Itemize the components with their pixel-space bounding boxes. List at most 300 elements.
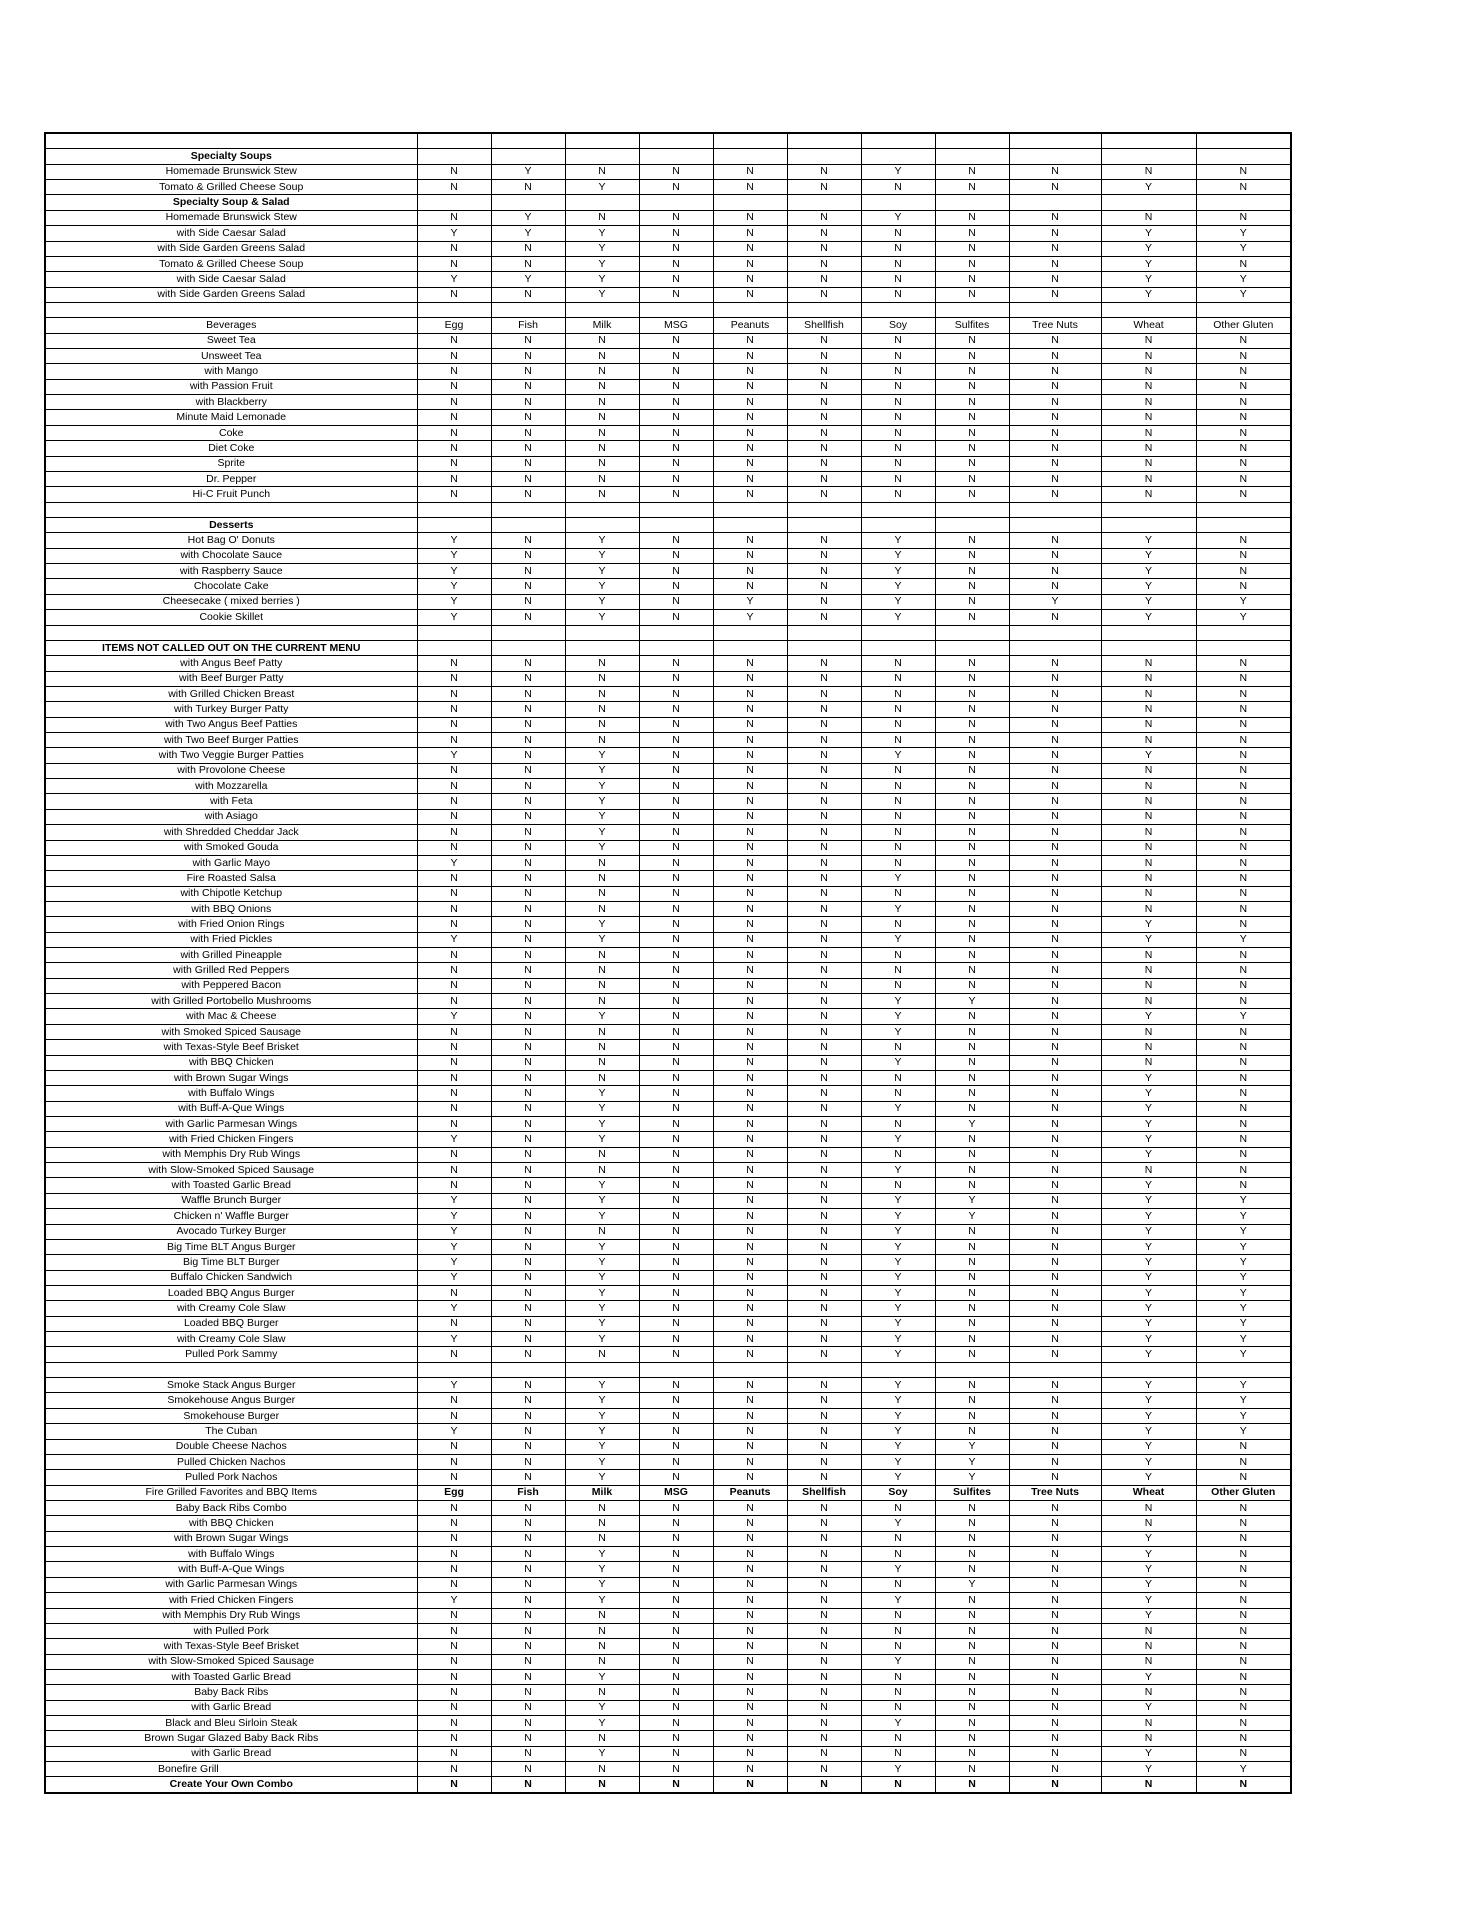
blank-row xyxy=(45,133,1291,149)
allergen-flag: N xyxy=(1101,395,1196,410)
table-row xyxy=(45,825,1291,840)
allergen-flag: N xyxy=(787,1270,861,1285)
allergen-flag: N xyxy=(935,487,1009,502)
allergen-flag: N xyxy=(565,1163,639,1178)
allergen-flag: N xyxy=(417,256,491,271)
allergen-flag: N xyxy=(935,917,1009,932)
allergen-flag: N xyxy=(1101,333,1196,348)
allergen-flag: N xyxy=(639,1393,713,1408)
item-name: with Raspberry Sauce xyxy=(45,564,417,579)
allergen-flag: N xyxy=(861,733,935,748)
allergen-flag: N xyxy=(787,1654,861,1669)
item-name: Loaded BBQ Angus Burger xyxy=(45,1285,417,1300)
allergen-flag: N xyxy=(639,1285,713,1300)
allergen-flag: N xyxy=(861,779,935,794)
allergen-flag xyxy=(787,625,861,640)
allergen-flag: N xyxy=(491,1147,565,1162)
allergen-flag: N xyxy=(491,1608,565,1623)
allergen-flag: N xyxy=(417,441,491,456)
allergen-flag: N xyxy=(787,579,861,594)
allergen-flag: Y xyxy=(861,1378,935,1393)
allergen-flag: N xyxy=(1009,1685,1101,1700)
allergen-flag: N xyxy=(565,1224,639,1239)
allergen-flag: N xyxy=(1101,1639,1196,1654)
allergen-flag: Y xyxy=(861,932,935,947)
allergen-flag: N xyxy=(935,656,1009,671)
allergen-flag: N xyxy=(1101,948,1196,963)
allergen-flag: Y xyxy=(935,1193,1009,1208)
column-header: Fish xyxy=(491,318,565,333)
allergen-flag: Y xyxy=(935,1454,1009,1469)
allergen-flag: N xyxy=(935,241,1009,256)
allergen-flag: N xyxy=(713,487,787,502)
allergen-flag: Y xyxy=(861,1516,935,1531)
table-row xyxy=(45,1608,1291,1623)
allergen-flag: N xyxy=(1101,1163,1196,1178)
allergen-flag: N xyxy=(713,395,787,410)
allergen-flag: Y xyxy=(565,180,639,195)
allergen-flag: N xyxy=(861,1746,935,1761)
allergen-flag: N xyxy=(1196,1101,1291,1116)
allergen-flag: N xyxy=(491,1547,565,1562)
allergen-flag: N xyxy=(639,533,713,548)
allergen-flag: N xyxy=(787,763,861,778)
allergen-flag: N xyxy=(935,1424,1009,1439)
allergen-flag: N xyxy=(1196,533,1291,548)
allergen-flag: N xyxy=(491,1531,565,1546)
allergen-flag: N xyxy=(417,410,491,425)
allergen-flag: N xyxy=(1101,963,1196,978)
allergen-flag: Y xyxy=(861,1424,935,1439)
allergen-flag xyxy=(713,502,787,517)
allergen-flag: Y xyxy=(565,1393,639,1408)
item-name: Bonefire Grill xyxy=(45,1762,417,1777)
allergen-flag xyxy=(861,195,935,210)
allergen-flag: N xyxy=(1196,1531,1291,1546)
allergen-flag: N xyxy=(417,1547,491,1562)
allergen-flag: N xyxy=(935,978,1009,993)
allergen-flag: N xyxy=(935,533,1009,548)
allergen-flag: N xyxy=(639,471,713,486)
allergen-flag: N xyxy=(639,1224,713,1239)
allergen-flag xyxy=(1196,302,1291,317)
allergen-flag: Y xyxy=(861,1270,935,1285)
allergen-flag: N xyxy=(491,1163,565,1178)
table-row xyxy=(45,1132,1291,1147)
allergen-flag: N xyxy=(713,1608,787,1623)
allergen-flag: N xyxy=(787,164,861,179)
allergen-flag: N xyxy=(417,1639,491,1654)
allergen-flag: N xyxy=(713,1178,787,1193)
allergen-flag: N xyxy=(1196,917,1291,932)
blank-row xyxy=(45,502,1291,517)
allergen-flag: N xyxy=(1009,256,1101,271)
column-header: Peanuts xyxy=(713,1485,787,1500)
allergen-flag: N xyxy=(417,210,491,225)
allergen-flag: N xyxy=(861,1639,935,1654)
allergen-flag xyxy=(1009,625,1101,640)
item-name: Sweet Tea xyxy=(45,333,417,348)
table-row xyxy=(45,256,1291,271)
allergen-flag: N xyxy=(565,441,639,456)
column-header: Other Gluten xyxy=(1196,318,1291,333)
allergen-flag: N xyxy=(491,1685,565,1700)
allergen-flag: N xyxy=(861,686,935,701)
item-name: with Smoked Gouda xyxy=(45,840,417,855)
allergen-flag: N xyxy=(491,1454,565,1469)
allergen-flag: N xyxy=(1009,1408,1101,1423)
table-row xyxy=(45,1117,1291,1132)
allergen-flag xyxy=(639,1362,713,1377)
allergen-flag: N xyxy=(861,1777,935,1793)
allergen-flag: N xyxy=(1101,809,1196,824)
allergen-flag: N xyxy=(639,180,713,195)
item-name: Minute Maid Lemonade xyxy=(45,410,417,425)
item-name: Specialty Soups xyxy=(45,149,417,164)
allergen-flag: N xyxy=(639,610,713,625)
item-name: with Slow-Smoked Spiced Sausage xyxy=(45,1654,417,1669)
allergen-flag: Y xyxy=(565,1716,639,1731)
allergen-flag: N xyxy=(1196,256,1291,271)
allergen-flag: N xyxy=(565,855,639,870)
allergen-flag: N xyxy=(639,395,713,410)
table-row xyxy=(45,1378,1291,1393)
allergen-flag: N xyxy=(491,1070,565,1085)
allergen-flag: N xyxy=(1101,1040,1196,1055)
allergen-flag: N xyxy=(1009,1209,1101,1224)
allergen-flag xyxy=(491,149,565,164)
table-row xyxy=(45,1547,1291,1562)
allergen-flag: Y xyxy=(565,1746,639,1761)
allergen-flag: N xyxy=(861,349,935,364)
allergen-flag: N xyxy=(713,1101,787,1116)
allergen-flag: N xyxy=(713,1531,787,1546)
table-row xyxy=(45,1224,1291,1239)
allergen-flag: N xyxy=(713,579,787,594)
table-row xyxy=(45,1685,1291,1700)
allergen-flag: Y xyxy=(1196,1255,1291,1270)
allergen-flag: N xyxy=(1101,656,1196,671)
allergen-flag: N xyxy=(935,287,1009,302)
allergen-flag: Y xyxy=(565,1577,639,1592)
allergen-flag: N xyxy=(417,1147,491,1162)
allergen-flag: N xyxy=(713,272,787,287)
allergen-flag: N xyxy=(1196,1178,1291,1193)
item-name: Cookie Skillet xyxy=(45,610,417,625)
allergen-flag: N xyxy=(565,164,639,179)
allergen-flag: Y xyxy=(935,1470,1009,1485)
allergen-flag: N xyxy=(713,164,787,179)
allergen-flag: N xyxy=(713,809,787,824)
table-row xyxy=(45,610,1291,625)
allergen-flag: N xyxy=(787,794,861,809)
allergen-flag: N xyxy=(861,717,935,732)
allergen-flag: N xyxy=(491,287,565,302)
allergen-flag: N xyxy=(491,1055,565,1070)
allergen-flag: Y xyxy=(1196,1239,1291,1254)
allergen-flag: N xyxy=(491,1716,565,1731)
allergen-flag: Y xyxy=(1009,594,1101,609)
allergen-flag: Y xyxy=(1101,1332,1196,1347)
table-row xyxy=(45,948,1291,963)
allergen-flag xyxy=(935,517,1009,532)
allergen-flag: Y xyxy=(1101,241,1196,256)
allergen-flag: N xyxy=(713,948,787,963)
allergen-flag: N xyxy=(787,901,861,916)
allergen-flag: N xyxy=(787,702,861,717)
allergen-flag: N xyxy=(491,671,565,686)
allergen-flag xyxy=(417,517,491,532)
allergen-flag: N xyxy=(713,1086,787,1101)
allergen-flag: Y xyxy=(417,272,491,287)
allergen-flag: N xyxy=(639,779,713,794)
allergen-flag: N xyxy=(1009,1332,1101,1347)
allergen-flag: N xyxy=(417,1531,491,1546)
allergen-flag: Y xyxy=(1101,272,1196,287)
table-row xyxy=(45,379,1291,394)
allergen-flag: N xyxy=(1009,1024,1101,1039)
allergen-flag: Y xyxy=(417,594,491,609)
allergen-flag: N xyxy=(1009,1470,1101,1485)
allergen-flag: Y xyxy=(861,579,935,594)
allergen-flag: N xyxy=(787,610,861,625)
allergen-flag: N xyxy=(935,794,1009,809)
allergen-flag: N xyxy=(417,425,491,440)
item-name xyxy=(45,625,417,640)
allergen-flag: N xyxy=(1196,164,1291,179)
item-name: with Garlic Bread xyxy=(45,1700,417,1715)
allergen-flag: N xyxy=(491,1777,565,1793)
table-row xyxy=(45,963,1291,978)
allergen-flag: N xyxy=(787,1439,861,1454)
allergen-flag: N xyxy=(417,1777,491,1793)
allergen-flag: N xyxy=(639,164,713,179)
allergen-flag: N xyxy=(565,425,639,440)
allergen-flag: N xyxy=(1009,287,1101,302)
table-row xyxy=(45,1731,1291,1746)
allergen-flag: N xyxy=(417,871,491,886)
allergen-flag: Y xyxy=(565,1178,639,1193)
allergen-flag: N xyxy=(861,1731,935,1746)
allergen-flag: N xyxy=(1101,855,1196,870)
item-name: Smoke Stack Angus Burger xyxy=(45,1378,417,1393)
allergen-flag: N xyxy=(1101,441,1196,456)
allergen-flag: N xyxy=(1101,994,1196,1009)
allergen-flag xyxy=(861,302,935,317)
allergen-flag: N xyxy=(639,1762,713,1777)
table-row xyxy=(45,917,1291,932)
allergen-flag: Y xyxy=(861,1163,935,1178)
section-header-row xyxy=(45,149,1291,164)
allergen-flag: N xyxy=(861,456,935,471)
allergen-flag xyxy=(1009,502,1101,517)
allergen-flag: N xyxy=(1196,1623,1291,1638)
allergen-flag: N xyxy=(1196,1562,1291,1577)
allergen-flag: N xyxy=(1009,1516,1101,1531)
allergen-flag xyxy=(1196,625,1291,640)
table-row xyxy=(45,686,1291,701)
allergen-flag: N xyxy=(1101,825,1196,840)
allergen-flag: Y xyxy=(1101,1178,1196,1193)
allergen-flag: N xyxy=(935,349,1009,364)
allergen-flag: N xyxy=(565,1500,639,1515)
allergen-flag: N xyxy=(713,1285,787,1300)
allergen-flag: N xyxy=(787,748,861,763)
item-name: with Texas-Style Beef Brisket xyxy=(45,1040,417,1055)
allergen-flag: N xyxy=(1009,825,1101,840)
allergen-flag xyxy=(491,133,565,149)
item-name: Sprite xyxy=(45,456,417,471)
item-name: Pulled Chicken Nachos xyxy=(45,1454,417,1469)
allergen-flag: N xyxy=(935,1731,1009,1746)
allergen-flag: N xyxy=(1009,1132,1101,1147)
allergen-flag: Y xyxy=(1101,610,1196,625)
allergen-flag: N xyxy=(1101,210,1196,225)
allergen-flag: Y xyxy=(1196,1762,1291,1777)
allergen-flag: Y xyxy=(1101,564,1196,579)
table-row xyxy=(45,1347,1291,1362)
allergen-flag: N xyxy=(417,1669,491,1684)
allergen-flag: Y xyxy=(1101,1531,1196,1546)
allergen-flag: Y xyxy=(861,1024,935,1039)
allergen-flag: N xyxy=(787,1255,861,1270)
item-name: with Beef Burger Patty xyxy=(45,671,417,686)
allergen-flag: N xyxy=(935,1270,1009,1285)
allergen-flag: N xyxy=(491,1639,565,1654)
allergen-flag: N xyxy=(1009,794,1101,809)
allergen-flag: N xyxy=(1009,579,1101,594)
allergen-flag: N xyxy=(1009,1178,1101,1193)
allergen-flag: N xyxy=(713,1500,787,1515)
allergen-flag xyxy=(1009,133,1101,149)
allergen-flag: N xyxy=(787,840,861,855)
allergen-flag: N xyxy=(1009,932,1101,947)
column-header: Milk xyxy=(565,1485,639,1500)
allergen-flag: Y xyxy=(565,1593,639,1608)
allergen-flag: N xyxy=(1196,656,1291,671)
allergen-flag: N xyxy=(935,1623,1009,1638)
allergen-flag: Y xyxy=(935,1209,1009,1224)
allergen-flag: N xyxy=(861,379,935,394)
allergen-flag: N xyxy=(1009,1716,1101,1731)
table-row xyxy=(45,1178,1291,1193)
allergen-flag xyxy=(491,502,565,517)
allergen-flag: N xyxy=(639,1009,713,1024)
column-header: Sulfites xyxy=(935,1485,1009,1500)
item-name: with Mozzarella xyxy=(45,779,417,794)
allergen-flag: N xyxy=(861,1531,935,1546)
allergen-flag xyxy=(1101,1362,1196,1377)
allergen-flag: N xyxy=(713,210,787,225)
allergen-flag xyxy=(565,502,639,517)
allergen-flag: N xyxy=(639,871,713,886)
allergen-flag xyxy=(491,640,565,655)
allergen-flag: Y xyxy=(861,1055,935,1070)
allergen-flag: Y xyxy=(1101,1147,1196,1162)
allergen-flag: N xyxy=(713,1746,787,1761)
allergen-flag: Y xyxy=(861,1347,935,1362)
table-row xyxy=(45,1424,1291,1439)
allergen-flag: N xyxy=(639,932,713,947)
allergen-flag: N xyxy=(787,456,861,471)
allergen-flag: N xyxy=(417,1700,491,1715)
allergen-flag: N xyxy=(639,1070,713,1085)
allergen-flag: N xyxy=(491,1193,565,1208)
allergen-flag: N xyxy=(861,917,935,932)
allergen-flag: Y xyxy=(861,548,935,563)
allergen-flag: N xyxy=(565,395,639,410)
allergen-flag: N xyxy=(935,825,1009,840)
allergen-flag: N xyxy=(1101,1654,1196,1669)
allergen-flag xyxy=(1101,502,1196,517)
allergen-flag: N xyxy=(639,548,713,563)
allergen-flag: N xyxy=(417,1623,491,1638)
table-row xyxy=(45,1454,1291,1469)
allergen-flag: N xyxy=(713,886,787,901)
allergen-flag: N xyxy=(787,1408,861,1423)
allergen-flag: N xyxy=(787,1547,861,1562)
allergen-flag: N xyxy=(491,932,565,947)
item-name: Hi-C Fruit Punch xyxy=(45,487,417,502)
allergen-flag: N xyxy=(1009,1239,1101,1254)
allergen-flag: N xyxy=(935,456,1009,471)
allergen-flag: N xyxy=(491,1408,565,1423)
item-name: with Garlic Parmesan Wings xyxy=(45,1577,417,1592)
item-name: with Buff-A-Que Wings xyxy=(45,1101,417,1116)
allergen-flag: N xyxy=(491,610,565,625)
table-row xyxy=(45,702,1291,717)
allergen-flag: N xyxy=(935,425,1009,440)
allergen-flag: Y xyxy=(1196,241,1291,256)
allergen-flag: N xyxy=(639,1623,713,1638)
column-header: Soy xyxy=(861,318,935,333)
table-row xyxy=(45,1163,1291,1178)
allergen-flag: N xyxy=(787,1746,861,1761)
table-row xyxy=(45,441,1291,456)
allergen-flag: N xyxy=(639,1470,713,1485)
allergen-flag: N xyxy=(491,1500,565,1515)
item-name: with Turkey Burger Patty xyxy=(45,702,417,717)
allergen-flag: N xyxy=(417,1577,491,1592)
allergen-flag: Y xyxy=(565,1209,639,1224)
item-name: Cheesecake ( mixed berries ) xyxy=(45,594,417,609)
allergen-flag: N xyxy=(1196,825,1291,840)
allergen-flag: N xyxy=(861,886,935,901)
table-row xyxy=(45,733,1291,748)
allergen-flag: N xyxy=(1009,686,1101,701)
table-row xyxy=(45,748,1291,763)
item-name: with Garlic Parmesan Wings xyxy=(45,1117,417,1132)
allergen-flag: N xyxy=(1009,948,1101,963)
allergen-flag: N xyxy=(417,1347,491,1362)
allergen-flag: Y xyxy=(417,533,491,548)
allergen-flag: N xyxy=(861,272,935,287)
allergen-flag: N xyxy=(417,763,491,778)
allergen-flag: N xyxy=(417,1746,491,1761)
allergen-flag: Y xyxy=(565,1193,639,1208)
column-header: Egg xyxy=(417,1485,491,1500)
allergen-flag xyxy=(935,625,1009,640)
allergen-flag: N xyxy=(491,1393,565,1408)
allergen-flag: Y xyxy=(1196,1347,1291,1362)
allergen-flag: N xyxy=(639,1332,713,1347)
allergen-flag: N xyxy=(935,1562,1009,1577)
allergen-flag: N xyxy=(1196,1516,1291,1531)
item-name: with Grilled Pineapple xyxy=(45,948,417,963)
allergen-flag: N xyxy=(1101,1716,1196,1731)
allergen-flag: N xyxy=(935,471,1009,486)
allergen-flag: Y xyxy=(861,1470,935,1485)
